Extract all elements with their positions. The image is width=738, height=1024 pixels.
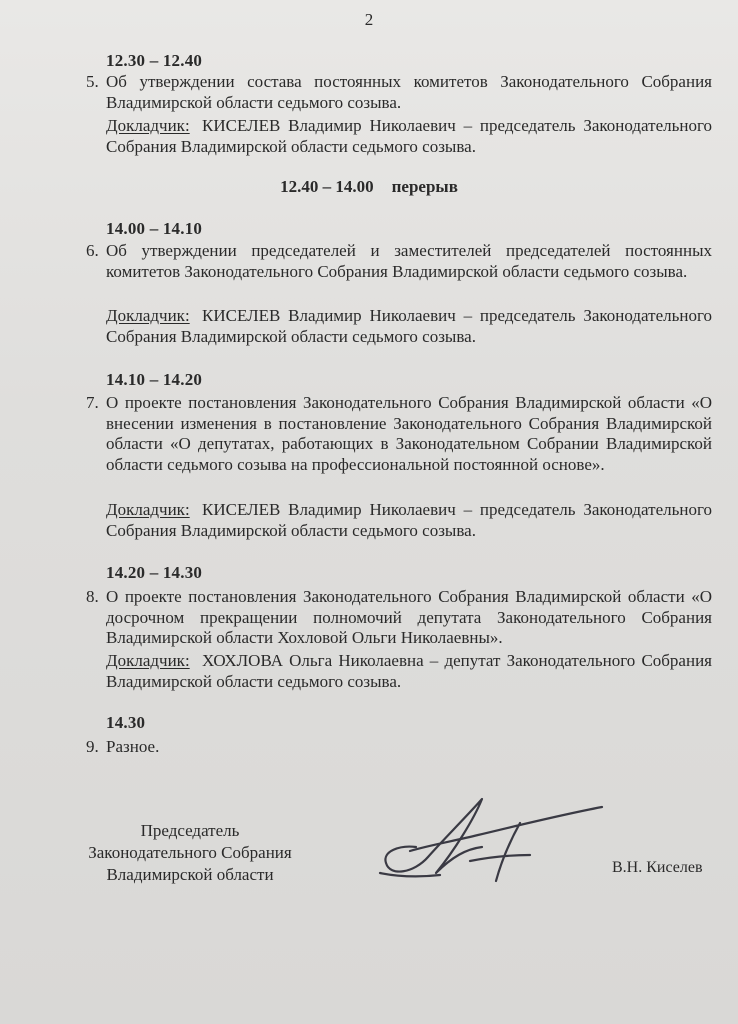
signer-title-line: Владимирской области: [106, 865, 274, 884]
signer-title: [70, 820, 310, 886]
handwritten-signature: [370, 785, 610, 890]
signer-title-line: Председатель: [140, 821, 240, 840]
item-number: 7.: [86, 393, 99, 412]
item-text: Об утверждении председателей и заместителей председателей постоянных комитетов Законодательного Собрания Владимирской области седьмого созыва.: [106, 241, 712, 281]
item-time-9: 14.30: [106, 713, 146, 732]
reporter-text: КИСЕЛЕВ Владимир Николаевич – председатель Законодательного Собрания Владимирской области седьмого созыва.: [106, 116, 712, 156]
agenda-item-6: [86, 241, 712, 282]
item-text: О проекте постановления Законодательного Собрания Владимирской области «О досрочном прекращении полномочий депутата Законодательного Собрания Владимирской области Хохловой Ольги Николаевны».: [106, 587, 712, 647]
item-time-7: 14.10 – 14.20: [106, 370, 203, 389]
item-time-5: 12.30 – 12.40: [106, 51, 203, 70]
signer-name: В.Н. Киселев: [612, 859, 703, 876]
signer-title-line: Законодательного Собрания: [88, 843, 292, 862]
agenda-item-9: [86, 737, 712, 758]
item-text: Об утверждении состава постоянных комитетов Законодательного Собрания Владимирской области седьмого созыва.: [106, 72, 712, 112]
agenda-item-5: [86, 72, 712, 113]
lunch-break: [0, 177, 738, 197]
item-number: 8.: [86, 587, 99, 606]
item-time-8: 14.20 – 14.30: [106, 563, 203, 582]
item-text: Разное.: [106, 737, 160, 756]
item-number: 5.: [86, 72, 99, 91]
page-number: 2: [364, 10, 374, 29]
item-number: 9.: [86, 737, 99, 756]
reporter-6: [106, 306, 712, 347]
break-time: 12.40 – 14.00: [280, 177, 374, 196]
reporter-label: Докладчик:: [106, 306, 190, 325]
reporter-label: Докладчик:: [106, 651, 190, 670]
agenda-item-7: [86, 393, 712, 475]
reporter-label: Докладчик:: [106, 500, 190, 519]
reporter-7: [106, 500, 712, 541]
reporter-text: КИСЕЛЕВ Владимир Николаевич – председатель Законодательного Собрания Владимирской области седьмого созыва.: [106, 500, 712, 540]
reporter-text: КИСЕЛЕВ Владимир Николаевич – председатель Законодательного Собрания Владимирской области седьмого созыва.: [106, 306, 712, 346]
reporter-8: [106, 651, 712, 692]
agenda-item-8: [86, 587, 712, 649]
item-text: О проекте постановления Законодательного Собрания Владимирской области «О внесении изменения в постановление Законодательного Собрания Владимирской области «О депутатах, работающих в Законодательном Собрании Владимирской области седьмого созыва на профессиональной постоянной основе».: [106, 393, 712, 474]
item-time-6: 14.00 – 14.10: [106, 219, 203, 238]
break-label: перерыв: [391, 177, 458, 196]
reporter-5: [106, 116, 712, 157]
item-number: 6.: [86, 241, 99, 260]
reporter-label: Докладчик:: [106, 116, 190, 135]
reporter-text: ХОХЛОВА Ольга Николаевна – депутат Законодательного Собрания Владимирской области седьмого созыва.: [106, 651, 712, 691]
